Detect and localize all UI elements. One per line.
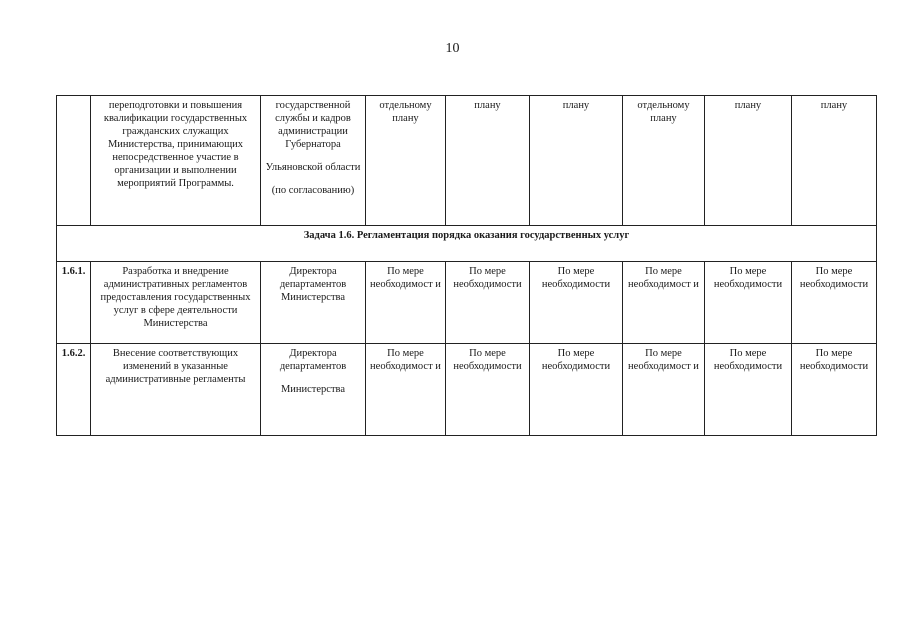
executor-line: Директора департаментов bbox=[279, 348, 347, 372]
row-number-cell: 1.6.2. bbox=[57, 344, 91, 436]
term-cell: плану bbox=[530, 96, 623, 226]
executor-cell bbox=[261, 262, 366, 344]
row-number-cell bbox=[57, 96, 91, 226]
term-cell: По мере необходимости bbox=[792, 344, 877, 436]
term-cell: По мере необходимост и bbox=[623, 262, 705, 344]
term-cell: По мере необходимости bbox=[792, 262, 877, 344]
term-cell: По мере необходимост и bbox=[623, 344, 705, 436]
measure-name-cell: Внесение соответствующих изменений в указанные административные регламенты bbox=[91, 344, 261, 436]
table-row bbox=[57, 344, 877, 436]
term-cell: По мере необходимости bbox=[530, 344, 623, 436]
row-number-cell: 1.6.1. bbox=[57, 262, 91, 344]
term-cell: отдельному плану bbox=[366, 96, 446, 226]
program-measures-table bbox=[56, 95, 877, 436]
term-cell: По мере необходимост и bbox=[366, 344, 446, 436]
term-cell: По мере необходимости bbox=[705, 344, 792, 436]
page-number: 10 bbox=[445, 41, 460, 56]
executor-line: (по согласованию) bbox=[271, 185, 355, 196]
term-cell: По мере необходимост и bbox=[366, 262, 446, 344]
measure-name-cell: Разработка и внедрение административных регламентов предоставления государственных услуг в сфере деятельности Министерства bbox=[91, 262, 261, 344]
executor-line: Ульяновской области bbox=[265, 162, 361, 173]
executor-line: Министерства bbox=[280, 384, 346, 395]
term-cell: плану bbox=[705, 96, 792, 226]
executor-line: государственной службы и кадров администрации Губернатора bbox=[275, 100, 351, 150]
executor-line: Директора департаментов Министерства bbox=[279, 266, 347, 303]
term-cell: По мере необходимости bbox=[705, 262, 792, 344]
term-cell: плану bbox=[792, 96, 877, 226]
term-cell: плану bbox=[446, 96, 530, 226]
term-cell: По мере необходимости bbox=[446, 344, 530, 436]
task-heading-row bbox=[57, 226, 877, 262]
table-row bbox=[57, 262, 877, 344]
term-cell: По мере необходимости bbox=[530, 262, 623, 344]
term-cell: отдельному плану bbox=[623, 96, 705, 226]
term-cell: По мере необходимости bbox=[446, 262, 530, 344]
table-row-continuation bbox=[57, 96, 877, 226]
task-heading: Задача 1.6. Регламентация порядка оказания государственных услуг bbox=[57, 226, 877, 262]
measure-name-cell: переподготовки и повышения квалификации государственных гражданских служащих Министерства, принимающих непосредственное участие в организации и выполнении мероприятий Программы. bbox=[91, 96, 261, 226]
executor-cell bbox=[261, 344, 366, 436]
executor-cell bbox=[261, 96, 366, 226]
